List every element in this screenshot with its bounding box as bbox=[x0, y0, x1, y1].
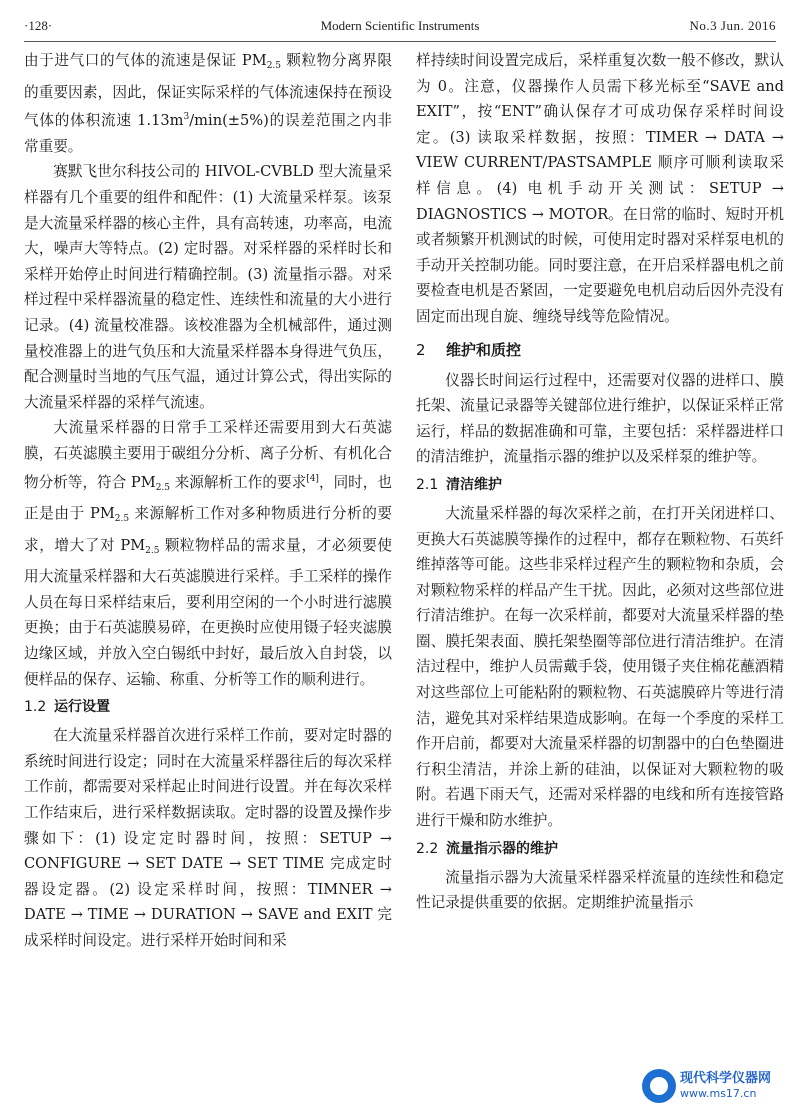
right-column bbox=[416, 48, 784, 916]
paragraph: 大流量采样器的每次采样之前，在打开关闭进样口、更换大石英滤膜等操作的过程中，都存在颗粒物、石英纤维掉落等可能。这些非采样过程产生的颗粒物和杂质，会对颗粒物采样的样品产生干扰。因此，必须对这些部位进行清洁维护。在每一次采样前，都要对大流量采样器的垫圈、膜托架表面、膜托架垫圈等部位进行清洁维护。在清洁过程中，维护人员需戴手袋，使用镊子夹住棉花蘸酒精对这些部位上可能粘附的颗粒物、石英滤膜碎片等进行清洁，避免其对采样结果造成影响。在每一个季度的采样工作开启前，都要对大流量采样器的切割器中的白色垫圈进行积尘清洁，并涂上新的硅油，以保证对大颗粒物的吸附。若遇下雨天气，还需对采样器的电线和所有连接管路进行干燥和防水维护。 bbox=[416, 504, 784, 830]
journal-name: Modern Scientific Instruments bbox=[320, 18, 480, 33]
issue-info: No.3 Jun. 2016 bbox=[689, 18, 776, 33]
watermark-url: www.ms17.cn bbox=[680, 1087, 757, 1100]
section-heading-1-2: 1.2 运行设置 bbox=[24, 699, 110, 716]
left-column bbox=[24, 48, 392, 954]
running-header bbox=[24, 10, 776, 40]
header-rule bbox=[24, 41, 776, 42]
paragraph: 仪器长时间运行过程中，还需要对仪器的进样口、膜托架、流量记录器等关键部位进行维护，以保证采样正常运行，样品的数据准确和可靠，主要包括：采样器进样口的清洁维护，流量指示器的维护以及采样泵的维护等。 bbox=[416, 371, 784, 466]
section-heading-2-1: 2.1 清洁维护 bbox=[416, 476, 502, 493]
watermark-name: 现代科学仪器网 bbox=[680, 1071, 772, 1086]
paragraph: 赛默飞世尔科技公司的 HIVOL-CVBLD 型大流量采样器有几个重要的组件和配件：(1) 大流量采样泵。该泵是大流量采样器的核心主件，具有高转速，功率高，电流大，噪声大等特点。(2) 定时器。对采样器的采样时长和采样开始停止时间进行精确控制。(3) 流量指示器。对采样过程中采样器流量的稳定性、连续性和流量的大小进行记录。(4) 流量校准器。该校准器为全机械部件，通过测量校准器上的进气负压和大流量采样器本身得进气负压，配合测量时当地的气压气温，通过计算公式，得出实际的大流量采样器的采样气流速。 bbox=[24, 163, 392, 411]
paragraph: 由于进气口的气体的流速是保证 $PM_{2.5}$ 颗粒物分离界限的重要因素，因此，保证实际采样的气体流速保持在预设气体的体积流速 $1.13m^3/\min(\pm 5\%)$的误差范围之内非常重要。 bbox=[24, 52, 392, 155]
paragraph: 在大流量采样器首次进行采样工作前，要对定时器的系统时间进行设定；同时在大流量采样器往后的每次采样工作前，都需要对采样起止时间进行设置。并在每次采样工作结束后，进行采样数据读取。定时器的设置及操作步骤如下：(1) 设定定时器时间，按照：SETUP → CONFIGURE → SET DATE → SET TIME 完成定时器设定器。(2) 设定采样时间，按照：TIMNER → DATE → TIME → DURATION → SAVE and EXIT 完成采样时间设定。进行采样开始时间和采 bbox=[24, 727, 392, 949]
page-number: ·128· bbox=[24, 18, 53, 33]
site-watermark bbox=[642, 1065, 792, 1109]
paragraph: 流量指示器为大流量采样器采样流量的连续性和稳定性记录提供重要的依据。定期维护流量指示 bbox=[416, 868, 784, 912]
section-heading-2-2: 2.2 流量指示器的维护 bbox=[416, 840, 558, 857]
logo-icon bbox=[642, 1069, 676, 1103]
citation: [4] bbox=[306, 473, 319, 484]
section-heading-2: 2 维护和质控 bbox=[416, 340, 522, 359]
paragraph: 样持续时间设置完成后，采样重复次数一般不修改，默认为 0。注意，仪器操作人员需下移光标至“SAVE and EXIT”，按“ENT”确认保存才可成功保存采样时间设定。(3) 读取采样数据，按照：TIMER → DATA → VIEW CURRENT/PASTSAMPLE 顺序可顺利读取采样信息。(4) 电机手动开关测试：SETUP → DIAGNOSTICS → MOTOR。在日常的临时、短时开机或者频繁开机测试的时候，可使用定时器对采样泵电机的手动开关控制功能。同时要注意，在开启采样器电机之前要检查电机是否紧固，一定要避免电机启动后因外壳没有固定而出现自旋、缠绕导线等危险情况。 bbox=[416, 52, 784, 325]
paragraph: 大流量采样器的日常手工采样还需要用到大石英滤膜，石英滤膜主要用于碳组分分析、离子分析、有机化合物分析等，符合 $PM_{2.5}$ 来源解析工作的要求[4]，同时，也正是由于 $PM_{2.5}$ 来源解析工作对多种物质进行分析的要求，增大了对 $PM_{2.5}$ 颗粒物样品的需求量，才必须要使用大流量采样器和大石英滤膜进行采样。手工采样的操作人员在每日采样结束后，要利用空闲的一个小时进行滤膜更换；由于石英滤膜易碎，在更换时应使用镊子轻夹滤膜边缘区域，并放入空白锡纸中封好，最后放入自封袋，以便样品的保存、运输、称重、分析等工作的顺利进行。 bbox=[24, 419, 393, 688]
